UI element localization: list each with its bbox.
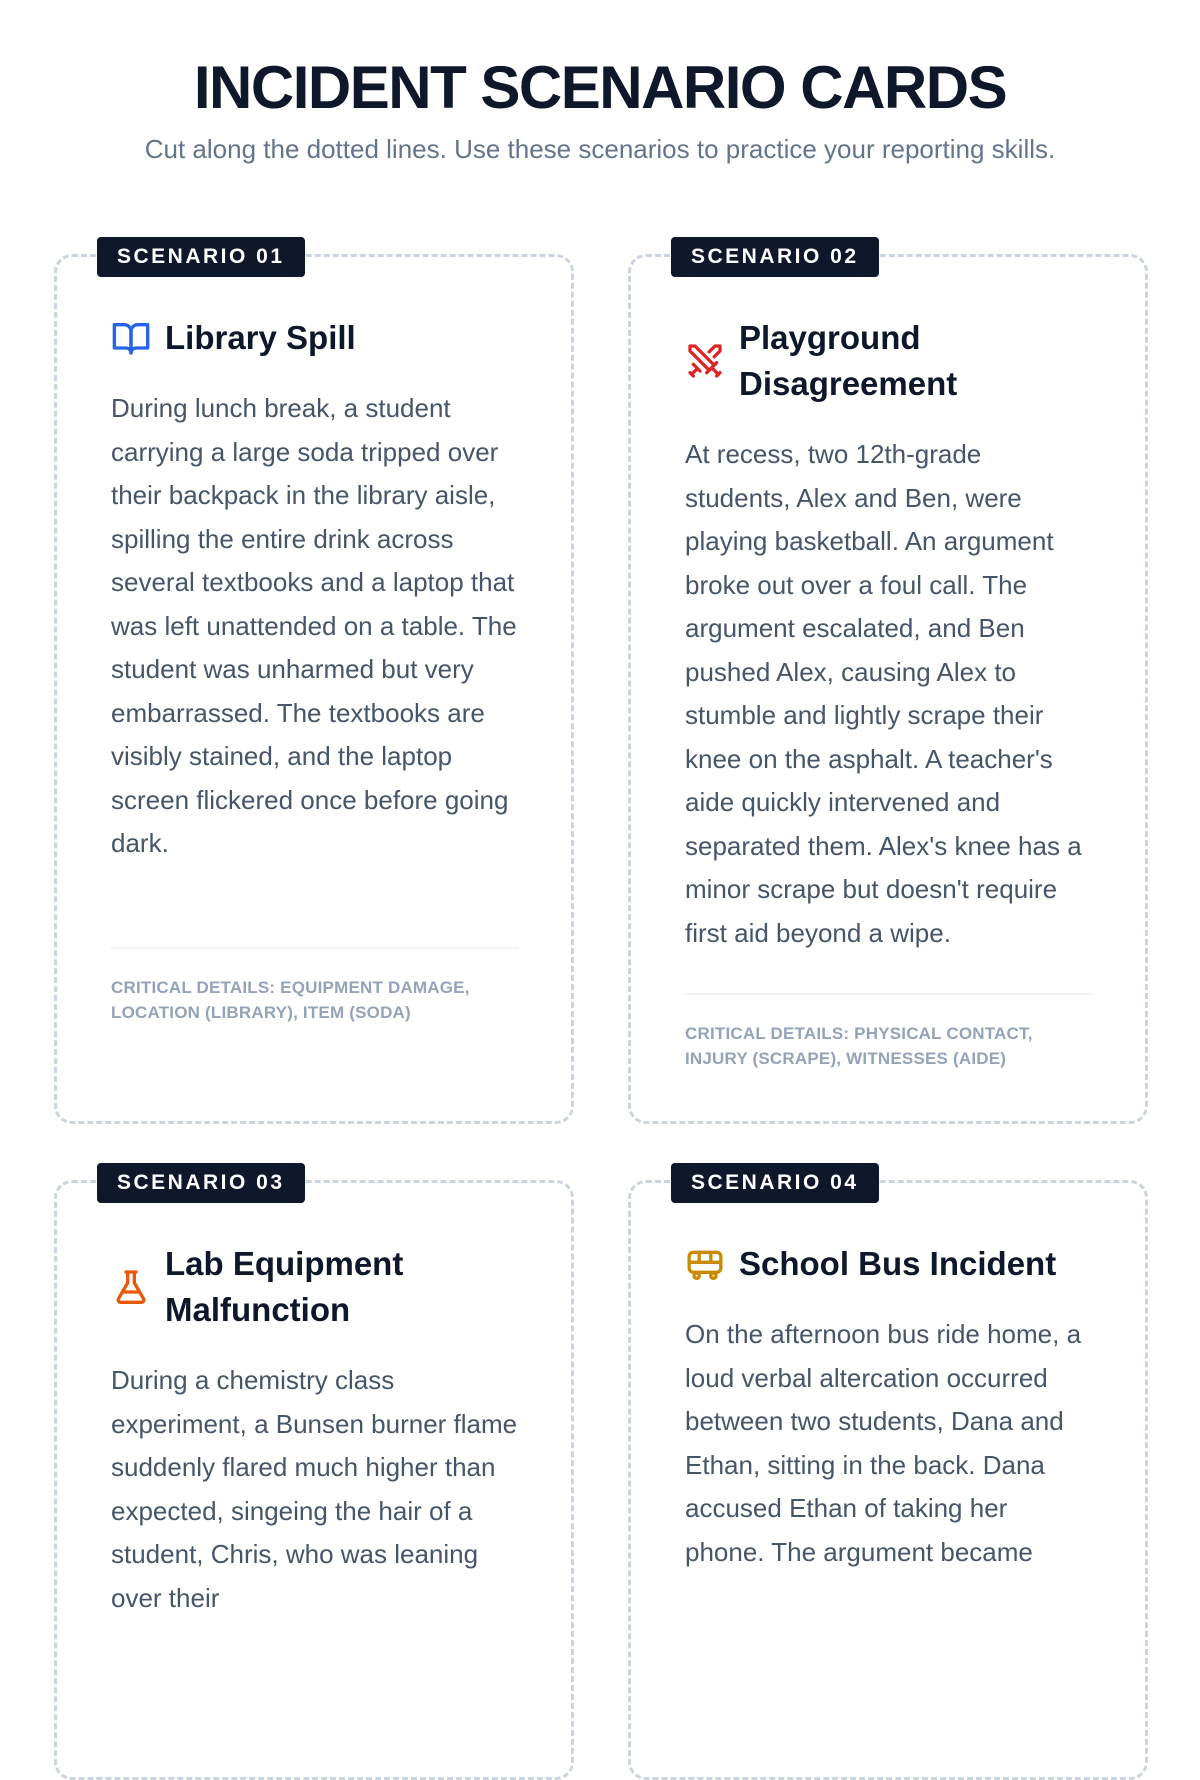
card-description: During a chemistry class experiment, a Bunsen burner flame suddenly flared much higher than expected, singeing the hair of a student, Chris, who was leaning over their: [111, 1365, 518, 1613]
card-title: Playground Disagreement: [739, 319, 958, 402]
scenario-card: [628, 1171, 1148, 1780]
card-title: Library Spill: [165, 319, 356, 356]
card-title: Lab Equipment Malfunction: [165, 1245, 404, 1328]
scenario-card: [54, 245, 574, 1124]
card-divider: [685, 993, 1093, 995]
card-header: [685, 315, 1095, 407]
page-header: [0, 52, 1200, 166]
critical-details: CRITICAL DETAILS: PHYSICAL CONTACT, INJURY (SCRAPE), WITNESSES (AIDE): [685, 1024, 1033, 1068]
card-header: [111, 315, 521, 361]
book-open-icon: [111, 318, 151, 358]
scenario-badge: SCENARIO 03: [97, 1163, 305, 1203]
scenario-card: [628, 245, 1148, 1124]
page-subtitle: Cut along the dotted lines. Use these scenarios to practice your reporting skills.: [144, 134, 1056, 164]
flask-icon: [111, 1267, 151, 1307]
scenario-card: [54, 1171, 574, 1780]
page-title: INCIDENT SCENARIO CARDS: [193, 54, 1007, 121]
crossed-swords-icon: [685, 341, 725, 381]
scenario-badge: SCENARIO 04: [671, 1163, 879, 1203]
card-title: School Bus Incident: [739, 1245, 1057, 1282]
critical-details: CRITICAL DETAILS: EQUIPMENT DAMAGE, LOCATION (LIBRARY), ITEM (SODA): [111, 978, 470, 1022]
card-header: [111, 1241, 521, 1333]
bus-icon: [685, 1244, 725, 1284]
card-description: During lunch break, a student carrying a large soda tripped over their backpack in the library aisle, spilling the entire drink across several textbooks and a laptop that was left unattended on a table. The student was unharmed but very embarrassed. The textbooks are visibly stained, and the laptop screen flickered once before going dark.: [111, 393, 517, 858]
card-description: On the afternoon bus ride home, a loud verbal altercation occurred between two students, Dana and Ethan, sitting in the back. Dana accused Ethan of taking her phone. The argument became: [685, 1319, 1082, 1567]
card-divider: [111, 947, 519, 949]
scenario-badge: SCENARIO 01: [97, 237, 305, 277]
card-header: [685, 1241, 1095, 1287]
card-description: At recess, two 12th-grade students, Alex and Ben, were playing basketball. An argument broke out over a foul call. The argument escalated, and Ben pushed Alex, causing Alex to stumble and lightly scrape their knee on the asphalt. A teacher's aide quickly intervened and separated them. Alex's knee has a minor scrape but doesn't require first aid beyond a wipe.: [685, 439, 1082, 948]
scenario-badge: SCENARIO 02: [671, 237, 879, 277]
